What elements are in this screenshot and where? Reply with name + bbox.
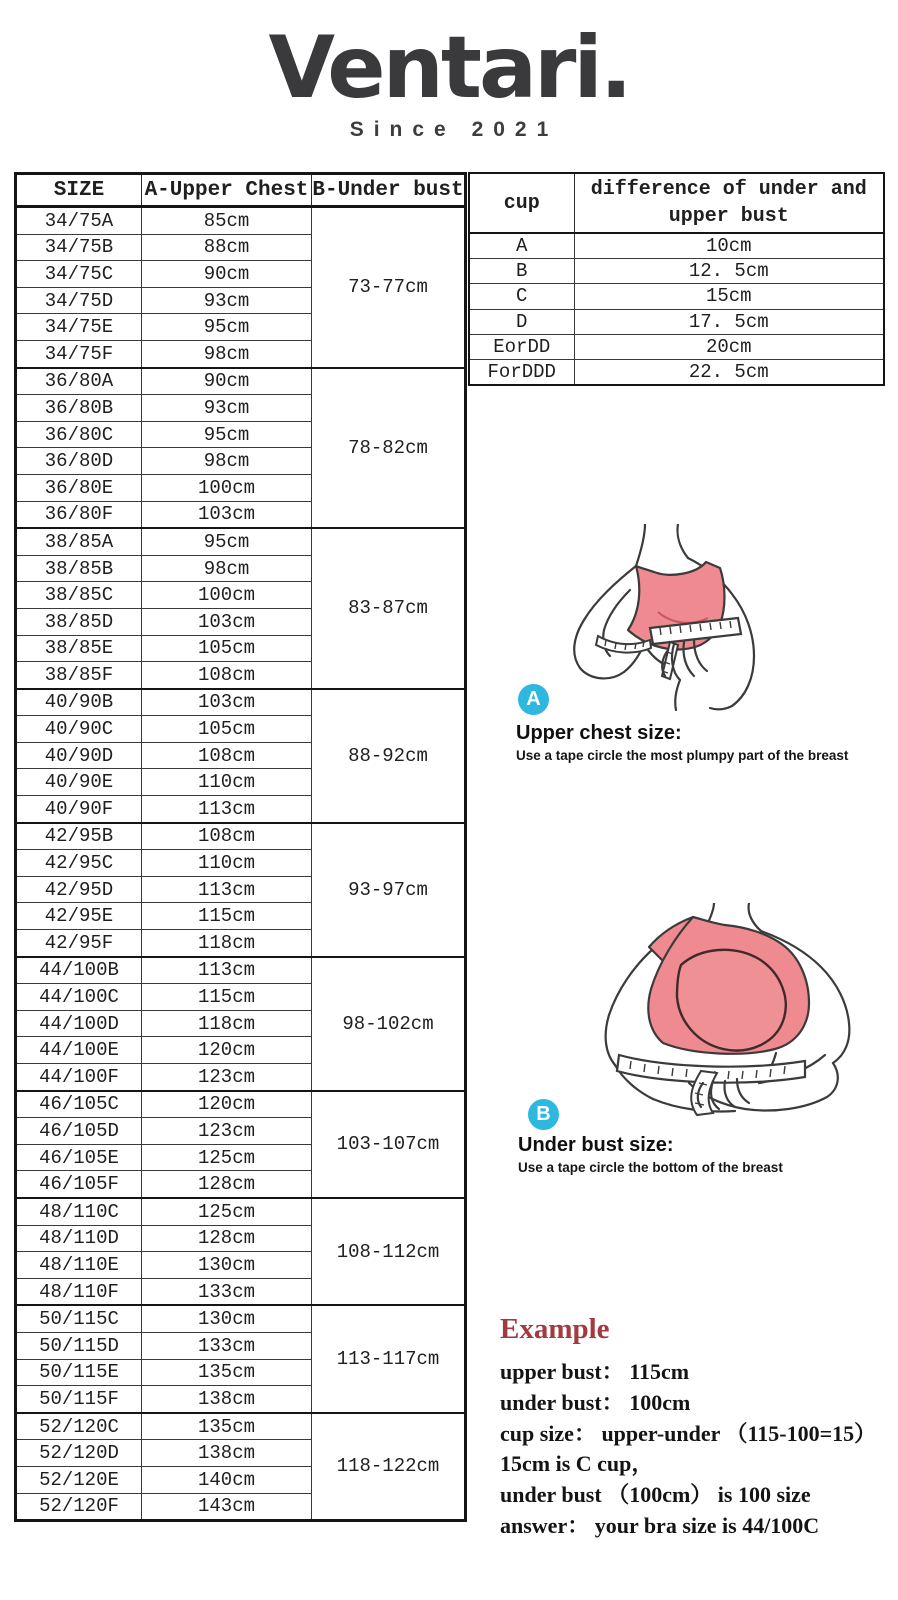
size-cell: 50/115D bbox=[16, 1332, 142, 1359]
upper-chest-cell: 95cm bbox=[142, 421, 312, 448]
size-cell: 48/110E bbox=[16, 1252, 142, 1279]
example-line: answer： your bra size is 44/100C bbox=[500, 1512, 820, 1538]
upper-chest-cell: 90cm bbox=[142, 368, 312, 395]
upper-chest-cell: 115cm bbox=[142, 984, 312, 1011]
under-bust-range-cell: 88-92cm bbox=[312, 689, 466, 823]
upper-chest-cell: 108cm bbox=[142, 823, 312, 850]
size-cell: 48/110F bbox=[16, 1278, 142, 1305]
size-cell: 34/75D bbox=[16, 287, 142, 314]
upper-chest-cell: 133cm bbox=[142, 1278, 312, 1305]
under-bust-range-cell: 118-122cm bbox=[312, 1413, 466, 1521]
size-cell: 44/100F bbox=[16, 1064, 142, 1091]
size-cell: 48/110C bbox=[16, 1198, 142, 1225]
cup-cell: C bbox=[469, 284, 574, 309]
size-row bbox=[16, 1413, 466, 1440]
size-cell: 46/105D bbox=[16, 1118, 142, 1145]
difference-cell: 22. 5cm bbox=[574, 359, 884, 385]
under-bust-range-cell: 108-112cm bbox=[312, 1198, 466, 1305]
upper-chest-cell: 95cm bbox=[142, 314, 312, 341]
example-line: under bust： 100cm bbox=[500, 1389, 691, 1415]
upper-chest-cell: 95cm bbox=[142, 528, 312, 555]
upper-chest-cell: 133cm bbox=[142, 1332, 312, 1359]
size-cell: 46/105C bbox=[16, 1091, 142, 1118]
size-cell: 50/115F bbox=[16, 1386, 142, 1413]
size-cell: 44/100B bbox=[16, 957, 142, 984]
upper-chest-cell: 118cm bbox=[142, 930, 312, 957]
under-bust-range-cell: 83-87cm bbox=[312, 528, 466, 689]
upper-chest-cell: 143cm bbox=[142, 1493, 312, 1521]
size-table bbox=[14, 172, 467, 1522]
size-cell: 52/120C bbox=[16, 1413, 142, 1440]
difference-cell: 15cm bbox=[574, 284, 884, 309]
upper-chest-cell: 130cm bbox=[142, 1305, 312, 1332]
cup-row bbox=[469, 259, 884, 284]
upper-chest-cell: 103cm bbox=[142, 608, 312, 635]
difference-cell: 20cm bbox=[574, 334, 884, 359]
size-cell: 40/90B bbox=[16, 689, 142, 716]
size-cell: 36/80D bbox=[16, 448, 142, 475]
upper-chest-cell: 98cm bbox=[142, 448, 312, 475]
upper-chest-cell: 115cm bbox=[142, 903, 312, 930]
upper-chest-cell: 108cm bbox=[142, 742, 312, 769]
upper-chest-cell: 90cm bbox=[142, 261, 312, 288]
size-cell: 42/95D bbox=[16, 876, 142, 903]
cup-row bbox=[469, 359, 884, 385]
upper-chest-cell: 120cm bbox=[142, 1091, 312, 1118]
upper-chest-cell: 130cm bbox=[142, 1252, 312, 1279]
size-row bbox=[16, 689, 466, 716]
upper-chest-cell: 93cm bbox=[142, 287, 312, 314]
upper-chest-cell: 85cm bbox=[142, 207, 312, 235]
size-row bbox=[16, 1091, 466, 1118]
size-cell: 38/85F bbox=[16, 662, 142, 689]
size-cell: 46/105F bbox=[16, 1171, 142, 1198]
size-cell: 36/80C bbox=[16, 421, 142, 448]
upper-chest-cell: 113cm bbox=[142, 876, 312, 903]
size-row bbox=[16, 528, 466, 555]
size-cell: 34/75E bbox=[16, 314, 142, 341]
example-line: under bust （100cm） is 100 size bbox=[500, 1482, 811, 1508]
upper-chest-cell: 100cm bbox=[142, 474, 312, 501]
size-row bbox=[16, 1198, 466, 1225]
size-cell: 40/90D bbox=[16, 742, 142, 769]
under-bust-range-cell: 113-117cm bbox=[312, 1305, 466, 1412]
size-table-header-row bbox=[16, 174, 466, 207]
upper-chest-cell: 98cm bbox=[142, 555, 312, 582]
upper-chest-cell: 125cm bbox=[142, 1198, 312, 1225]
size-row bbox=[16, 368, 466, 395]
upper-chest-cell: 105cm bbox=[142, 635, 312, 662]
difference-cell: 17. 5cm bbox=[574, 309, 884, 334]
size-cell: 44/100D bbox=[16, 1010, 142, 1037]
size-cell: 42/95F bbox=[16, 930, 142, 957]
size-cell: 42/95C bbox=[16, 850, 142, 877]
upper-chest-cell: 123cm bbox=[142, 1118, 312, 1145]
cup-table-header-1: difference of under and upper bust bbox=[574, 173, 884, 233]
cup-cell: EorDD bbox=[469, 334, 574, 359]
upper-chest-cell: 128cm bbox=[142, 1225, 312, 1252]
badge-b-icon: B bbox=[528, 1099, 559, 1130]
upper-chest-cell: 113cm bbox=[142, 796, 312, 823]
size-cell: 36/80E bbox=[16, 474, 142, 501]
upper-chest-cell: 110cm bbox=[142, 850, 312, 877]
size-cell: 34/75A bbox=[16, 207, 142, 235]
size-cell: 52/120F bbox=[16, 1493, 142, 1521]
size-cell: 44/100E bbox=[16, 1037, 142, 1064]
upper-chest-cell: 98cm bbox=[142, 340, 312, 367]
size-cell: 42/95E bbox=[16, 903, 142, 930]
under-bust-range-cell: 73-77cm bbox=[312, 207, 466, 368]
size-row bbox=[16, 1305, 466, 1332]
brand-logo: Ventari. bbox=[268, 18, 630, 118]
upper-chest-cell: 105cm bbox=[142, 716, 312, 743]
example-section bbox=[500, 1313, 898, 1542]
size-cell: 48/110D bbox=[16, 1225, 142, 1252]
upper-chest-cell: 140cm bbox=[142, 1466, 312, 1493]
size-cell: 36/80B bbox=[16, 395, 142, 422]
upper-chest-measure-illustration bbox=[558, 524, 795, 712]
size-row bbox=[16, 207, 466, 235]
upper-chest-cell: 123cm bbox=[142, 1064, 312, 1091]
size-cell: 38/85B bbox=[16, 555, 142, 582]
size-cell: 34/75F bbox=[16, 340, 142, 367]
example-lines bbox=[500, 1357, 898, 1542]
cup-table-header-row bbox=[469, 173, 884, 233]
size-cell: 42/95B bbox=[16, 823, 142, 850]
upper-chest-cell: 138cm bbox=[142, 1440, 312, 1467]
badge-a-icon: A bbox=[518, 684, 549, 715]
size-cell: 52/120E bbox=[16, 1466, 142, 1493]
brand-header bbox=[0, 18, 898, 142]
upper-chest-cell: 138cm bbox=[142, 1386, 312, 1413]
example-line: upper bust： 115cm bbox=[500, 1359, 690, 1384]
size-cell: 34/75C bbox=[16, 261, 142, 288]
size-cell: 46/105E bbox=[16, 1144, 142, 1171]
size-cell: 50/115E bbox=[16, 1359, 142, 1386]
difference-cell: 12. 5cm bbox=[574, 259, 884, 284]
example-line: 15cm is C cup， bbox=[500, 1451, 654, 1477]
under-bust-description: Use a tape circle the bottom of the breast bbox=[518, 1160, 783, 1175]
size-cell: 36/80F bbox=[16, 501, 142, 528]
size-table-header-1: A-Upper Chest bbox=[142, 174, 312, 207]
size-cell: 52/120D bbox=[16, 1440, 142, 1467]
upper-chest-cell: 135cm bbox=[142, 1413, 312, 1440]
cup-row bbox=[469, 334, 884, 359]
upper-chest-cell: 108cm bbox=[142, 662, 312, 689]
upper-chest-cell: 135cm bbox=[142, 1359, 312, 1386]
size-row bbox=[16, 823, 466, 850]
under-bust-range-cell: 98-102cm bbox=[312, 957, 466, 1091]
cup-row bbox=[469, 309, 884, 334]
cup-cell: A bbox=[469, 233, 574, 259]
under-bust-title: Under bust size: bbox=[518, 1134, 674, 1156]
under-bust-range-cell: 93-97cm bbox=[312, 823, 466, 957]
size-table-header-2: B-Under bust bbox=[312, 174, 466, 207]
upper-chest-cell: 128cm bbox=[142, 1171, 312, 1198]
upper-chest-cell: 103cm bbox=[142, 689, 312, 716]
difference-cell: 10cm bbox=[574, 233, 884, 259]
upper-chest-cell: 93cm bbox=[142, 395, 312, 422]
size-cell: 40/90F bbox=[16, 796, 142, 823]
size-cell: 38/85E bbox=[16, 635, 142, 662]
size-cell: 38/85C bbox=[16, 582, 142, 609]
cup-row bbox=[469, 284, 884, 309]
under-bust-measure-illustration bbox=[553, 903, 888, 1118]
size-row bbox=[16, 957, 466, 984]
size-cell: 44/100C bbox=[16, 984, 142, 1011]
upper-chest-cell: 113cm bbox=[142, 957, 312, 984]
upper-chest-cell: 103cm bbox=[142, 501, 312, 528]
cup-difference-table bbox=[468, 172, 885, 386]
cup-table-header-0: cup bbox=[469, 173, 574, 233]
upper-chest-cell: 110cm bbox=[142, 769, 312, 796]
size-cell: 36/80A bbox=[16, 368, 142, 395]
upper-chest-cell: 88cm bbox=[142, 234, 312, 261]
size-cell: 38/85A bbox=[16, 528, 142, 555]
size-cell: 34/75B bbox=[16, 234, 142, 261]
cup-row bbox=[469, 233, 884, 259]
size-cell: 40/90E bbox=[16, 769, 142, 796]
example-title: Example bbox=[500, 1313, 610, 1345]
under-bust-range-cell: 103-107cm bbox=[312, 1091, 466, 1198]
cup-cell: ForDDD bbox=[469, 359, 574, 385]
size-cell: 40/90C bbox=[16, 716, 142, 743]
brand-tagline: Since 2021 bbox=[349, 118, 559, 141]
size-cell: 38/85D bbox=[16, 608, 142, 635]
under-bust-range-cell: 78-82cm bbox=[312, 368, 466, 529]
cup-cell: D bbox=[469, 309, 574, 334]
upper-chest-cell: 120cm bbox=[142, 1037, 312, 1064]
upper-chest-cell: 125cm bbox=[142, 1144, 312, 1171]
upper-chest-title: Upper chest size: bbox=[516, 722, 682, 744]
size-cell: 50/115C bbox=[16, 1305, 142, 1332]
cup-cell: B bbox=[469, 259, 574, 284]
upper-chest-cell: 100cm bbox=[142, 582, 312, 609]
example-line: cup size： upper-under （115-100=15） bbox=[500, 1420, 877, 1446]
size-table-header-0: SIZE bbox=[16, 174, 142, 207]
upper-chest-description: Use a tape circle the most plumpy part of the breast bbox=[516, 748, 849, 763]
upper-chest-cell: 118cm bbox=[142, 1010, 312, 1037]
